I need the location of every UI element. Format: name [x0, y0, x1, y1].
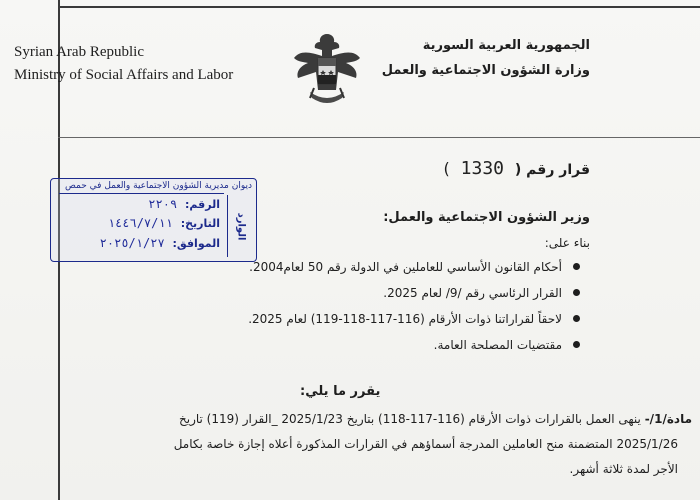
list-item: مقتضيات المصلحة العامة.: [248, 336, 580, 362]
header-divider: [58, 137, 700, 138]
stamp-corresponding-value: ٢٠٢٥/١/٢٧: [99, 236, 165, 250]
arabic-header: [382, 38, 590, 88]
decision-close-paren: ): [443, 159, 450, 178]
preamble-list: [248, 258, 580, 362]
article-1: [2, 407, 692, 482]
list-item: القرار الرئاسي رقم /9/ لعام 2025.: [248, 284, 580, 310]
decision-label: قرار رقم (: [514, 162, 590, 178]
bullet-icon: [573, 289, 580, 296]
bullet-icon: [573, 315, 580, 322]
bullet-icon: [573, 263, 580, 270]
stamp-date-value: ١٤٤٦/٧/١١: [107, 216, 173, 230]
stamp-fields: [59, 193, 224, 256]
stamp-number-value: ٢٢٠٩: [148, 197, 178, 211]
top-border-line: [58, 6, 700, 8]
list-item: أحكام القانون الأساسي للعاملين في الدولة رقم 50 لعام2004.: [248, 258, 580, 284]
stamp-corresponding-row: [100, 236, 220, 250]
article-text-1: ينهى العمل بالقرارات ذوات الأرقام (116-117-118) بتاريخ 2025/1/23 _القرار (119) تاريخ: [178, 412, 641, 426]
article-line-3: الأجر لمدة ثلاثة أشهر.: [569, 462, 678, 476]
article-label: مادة/1/-: [644, 412, 692, 426]
stamp-header: ديوان مديرية الشؤون الاجتماعية والعمل في حمص: [65, 181, 252, 191]
based-on-line: بناء على:: [544, 236, 590, 250]
article-line-2: 2025/1/26 المتضمنة منح العاملين المدرجة أسماؤهم في القرارات المذكورة أعلاه إجازة خاصة بكامل: [173, 437, 678, 451]
english-header: [14, 44, 233, 90]
english-country: Syrian Arab Republic: [14, 44, 144, 60]
decision-number: 1330: [460, 158, 505, 179]
decision-number-line: [404, 158, 590, 179]
stamp-corresponding-label: الموافق:: [172, 237, 220, 250]
arabic-country: الجمهورية العربية السورية: [422, 38, 590, 53]
list-item: لاحقاً لقراراتنا ذوات الأرقام (116-117-118-119) لعام 2025.: [248, 310, 580, 336]
stamp-date-label: التاريخ:: [180, 217, 220, 230]
decides-heading: يقرر ما يلي:: [300, 384, 381, 399]
stamp-date-row: [108, 216, 220, 230]
article-line-1: [2, 407, 692, 432]
stamp-side-label-box: [227, 195, 254, 257]
minister-line: وزير الشؤون الاجتماعية والعمل:: [383, 210, 590, 225]
arabic-ministry: وزارة الشؤون الاجتماعية والعمل: [381, 63, 590, 78]
stamp-side-label: الوارد: [235, 212, 247, 240]
bullet-icon: [573, 341, 580, 348]
incoming-stamp: [50, 178, 257, 262]
english-ministry: Ministry of Social Affairs and Labor: [14, 67, 234, 83]
stamp-number-row: [148, 197, 220, 211]
stamp-number-label: الرقم:: [185, 198, 220, 211]
eagle-emblem-icon: [292, 28, 362, 113]
